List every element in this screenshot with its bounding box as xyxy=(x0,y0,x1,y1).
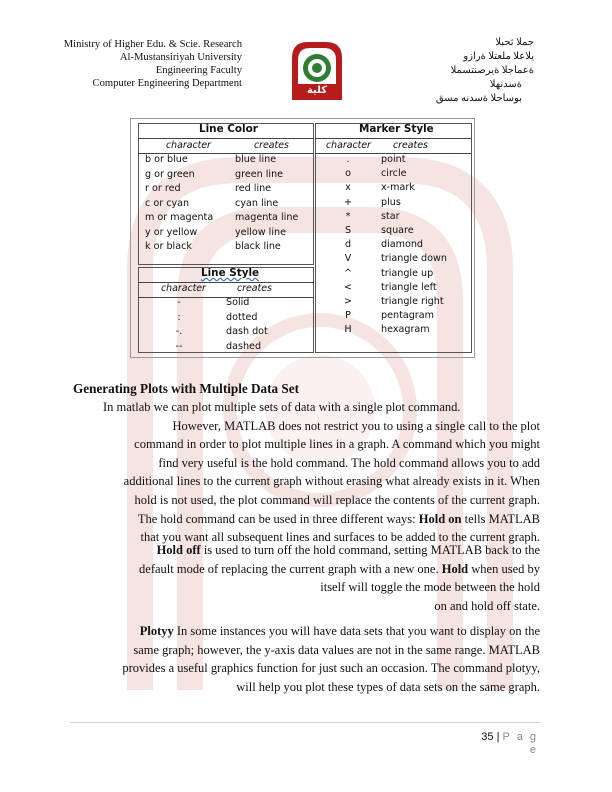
page-word: P a g xyxy=(502,731,538,743)
marker-style-row-char-8: ^ xyxy=(343,267,353,279)
p1-line-3: command in order to plot multiple lines in a graph. A command which you might xyxy=(134,437,540,452)
p3-line-1-text: In some instances you will have data sets that you want to display on the xyxy=(173,624,540,638)
line-style-row-char-2: -. xyxy=(175,326,183,337)
p2-line-2 xyxy=(70,560,540,579)
page-sep: | xyxy=(493,731,503,743)
marker-style-row-char-12: H xyxy=(344,324,352,336)
p2-line-3: itself will toggle the mode between the hold xyxy=(320,580,540,595)
marker-style-row-char-6: d xyxy=(344,239,352,251)
header-department: Computer Engineering Department xyxy=(92,78,242,89)
line-color-col-creates: creates xyxy=(254,140,289,151)
marker-style-row-char-5: S xyxy=(344,225,352,236)
line-style-row-creates-3: dashed xyxy=(226,340,262,352)
p3-line-2: same graph; however, the y-axis data values are not in the same range. MATLAB xyxy=(133,642,540,657)
line-style-col-creates: creates xyxy=(237,283,272,294)
marker-style-row-char-10: > xyxy=(343,296,353,307)
marker-style-row-creates-5: square xyxy=(381,225,414,236)
p3-line-4: will help you plot these types of data sets on the same graph. xyxy=(236,679,540,694)
line-style-row-char-3: -- xyxy=(175,340,183,352)
line-color-row-creates-2: red line xyxy=(235,183,272,194)
marker-style-row-creates-11: pentagram xyxy=(381,310,434,322)
section-title: Generating Plots with Multiple Data Set xyxy=(73,381,299,396)
line-style-row-char-1: : xyxy=(177,311,181,323)
page-footer xyxy=(481,731,538,757)
p2-line-2-tail: when used by xyxy=(468,561,540,576)
marker-style-row-char-9: < xyxy=(343,281,353,293)
marker-style-col-character: character xyxy=(326,140,371,151)
marker-style-col-creates: creates xyxy=(393,140,428,151)
header-ar-line-4: ةسدنهلا xyxy=(489,79,522,90)
p1-line-4: find very useful is the hold command. The hold command allows you to add xyxy=(158,455,540,470)
p1-line-7-tail: tells MATLAB xyxy=(461,511,540,526)
paragraph-plotyy xyxy=(62,622,540,696)
line-color-row-char-3: c or cyan xyxy=(145,197,190,209)
marker-style-row-creates-9: triangle left xyxy=(381,281,437,293)
line-color-row-char-2: r or red xyxy=(145,183,181,194)
p1-line-6: hold is not used, the plot command will replace the contents of the current graph. xyxy=(134,492,540,507)
line-style-row-creates-0: Solid xyxy=(226,297,250,308)
line-color-title: Line Color xyxy=(199,123,258,135)
line-style-title: Line Style xyxy=(201,267,260,279)
line-style-row-char-0: - xyxy=(177,297,181,308)
p1-line-8: that you want all subsequent lines and surfaces to be added to the current graph. xyxy=(140,530,540,545)
page-word-end: e xyxy=(529,744,538,756)
footer-divider xyxy=(70,722,540,723)
header-faculty: Engineering Faculty xyxy=(155,65,242,76)
p2-line-1-text: is used to turn off the hold command, setting MATLAB back to the xyxy=(200,543,540,557)
line-style-row-creates-1: dotted xyxy=(226,311,258,323)
hold-on-keyword: Hold on xyxy=(418,511,462,526)
university-logo xyxy=(288,40,346,102)
line-color-row-creates-4: magenta line xyxy=(235,212,299,223)
p1-line-1: In matlab we can plot multiple sets of data with a single plot command. xyxy=(103,400,461,414)
line-color-col-character: character xyxy=(166,140,211,151)
paragraph-hold-off xyxy=(70,541,540,615)
marker-style-row-creates-4: star xyxy=(381,210,400,222)
marker-style-row-char-11: P xyxy=(345,310,351,322)
header-ar-line-3: ةعماجلا ةيرصنتسملا xyxy=(450,65,534,76)
marker-style-row-char-7: V xyxy=(344,253,352,265)
p3-line-3: provides a useful graphics function for just such an occasion. The command plotyy, xyxy=(122,661,540,676)
p1-line-7 xyxy=(70,510,540,529)
line-color-row-creates-0: blue line xyxy=(235,154,277,165)
marker-style-row-char-2: x xyxy=(345,182,351,194)
marker-style-row-creates-1: circle xyxy=(381,168,407,180)
header-institution-ar xyxy=(364,36,534,106)
line-color-row-char-0: b or blue xyxy=(145,154,188,165)
line-color-row-creates-3: cyan line xyxy=(235,197,279,209)
marker-style-row-creates-8: triangle up xyxy=(381,267,434,279)
marker-style-row-creates-7: triangle down xyxy=(381,253,447,265)
plotyy-keyword: Plotyy xyxy=(139,624,174,638)
marker-style-row-creates-10: triangle right xyxy=(381,296,444,307)
p2-line-4: on and hold off state. xyxy=(434,598,540,613)
p2-line-2-text: default mode of replacing the current graph with a new one. xyxy=(139,561,442,576)
marker-style-row-char-4: * xyxy=(345,210,351,222)
marker-style-row-char-1: o xyxy=(345,168,351,180)
page-number-line xyxy=(481,731,538,744)
marker-style-row-char-3: + xyxy=(343,196,353,208)
line-color-row-creates-5: yellow line xyxy=(235,226,286,238)
hold-off-keyword: Hold off xyxy=(156,543,201,557)
line-style-col-character: character xyxy=(161,283,206,294)
line-marker-reference-table xyxy=(130,118,475,358)
marker-style-row-char-0: . xyxy=(346,154,350,165)
p1-line-5: additional lines to the current graph without erasing what already exists in it. When xyxy=(123,474,540,489)
p1-line-7-text: The hold command can be used in three different ways: xyxy=(137,511,419,526)
header-ar-line-1: جملا ثحبلا xyxy=(495,37,534,48)
line-color-row-creates-6: black line xyxy=(235,241,281,252)
marker-style-row-creates-6: diamond xyxy=(381,239,424,251)
marker-style-row-creates-0: point xyxy=(381,154,406,165)
marker-style-row-creates-3: plus xyxy=(381,196,401,208)
header-ar-line-5: بوساحلا ةسدنه مسق xyxy=(435,93,522,104)
header-institution-en xyxy=(20,38,242,90)
line-color-row-char-5: y or yellow xyxy=(145,226,198,238)
p3-line-1 xyxy=(62,622,540,641)
p1-line-2: However, MATLAB does not restrict you to using a single call to the plot xyxy=(172,418,540,433)
line-style-row-creates-2: dash dot xyxy=(226,326,268,337)
hold-keyword: Hold xyxy=(441,561,469,576)
line-color-row-char-1: g or green xyxy=(145,168,195,180)
marker-style-row-creates-12: hexagram xyxy=(381,324,430,336)
header-ar-line-2: يلاعلا ملعتلا ةرازو xyxy=(463,51,534,62)
line-color-row-char-6: k or black xyxy=(145,241,192,252)
logo-text: كلية xyxy=(306,85,328,96)
line-color-row-char-4: m or magenta xyxy=(145,212,214,223)
marker-style-row-creates-2: x-mark xyxy=(381,182,415,194)
header-ministry: Ministry of Higher Edu. & Scie. Research xyxy=(63,39,242,50)
paragraph-hold-intro xyxy=(70,398,540,547)
marker-style-title: Marker Style xyxy=(359,123,434,135)
header-university: Al-Mustansiriyah University xyxy=(119,52,242,63)
p2-line-1 xyxy=(70,541,540,560)
line-color-row-creates-1: green line xyxy=(235,168,284,180)
page-number: 35 xyxy=(481,731,494,743)
